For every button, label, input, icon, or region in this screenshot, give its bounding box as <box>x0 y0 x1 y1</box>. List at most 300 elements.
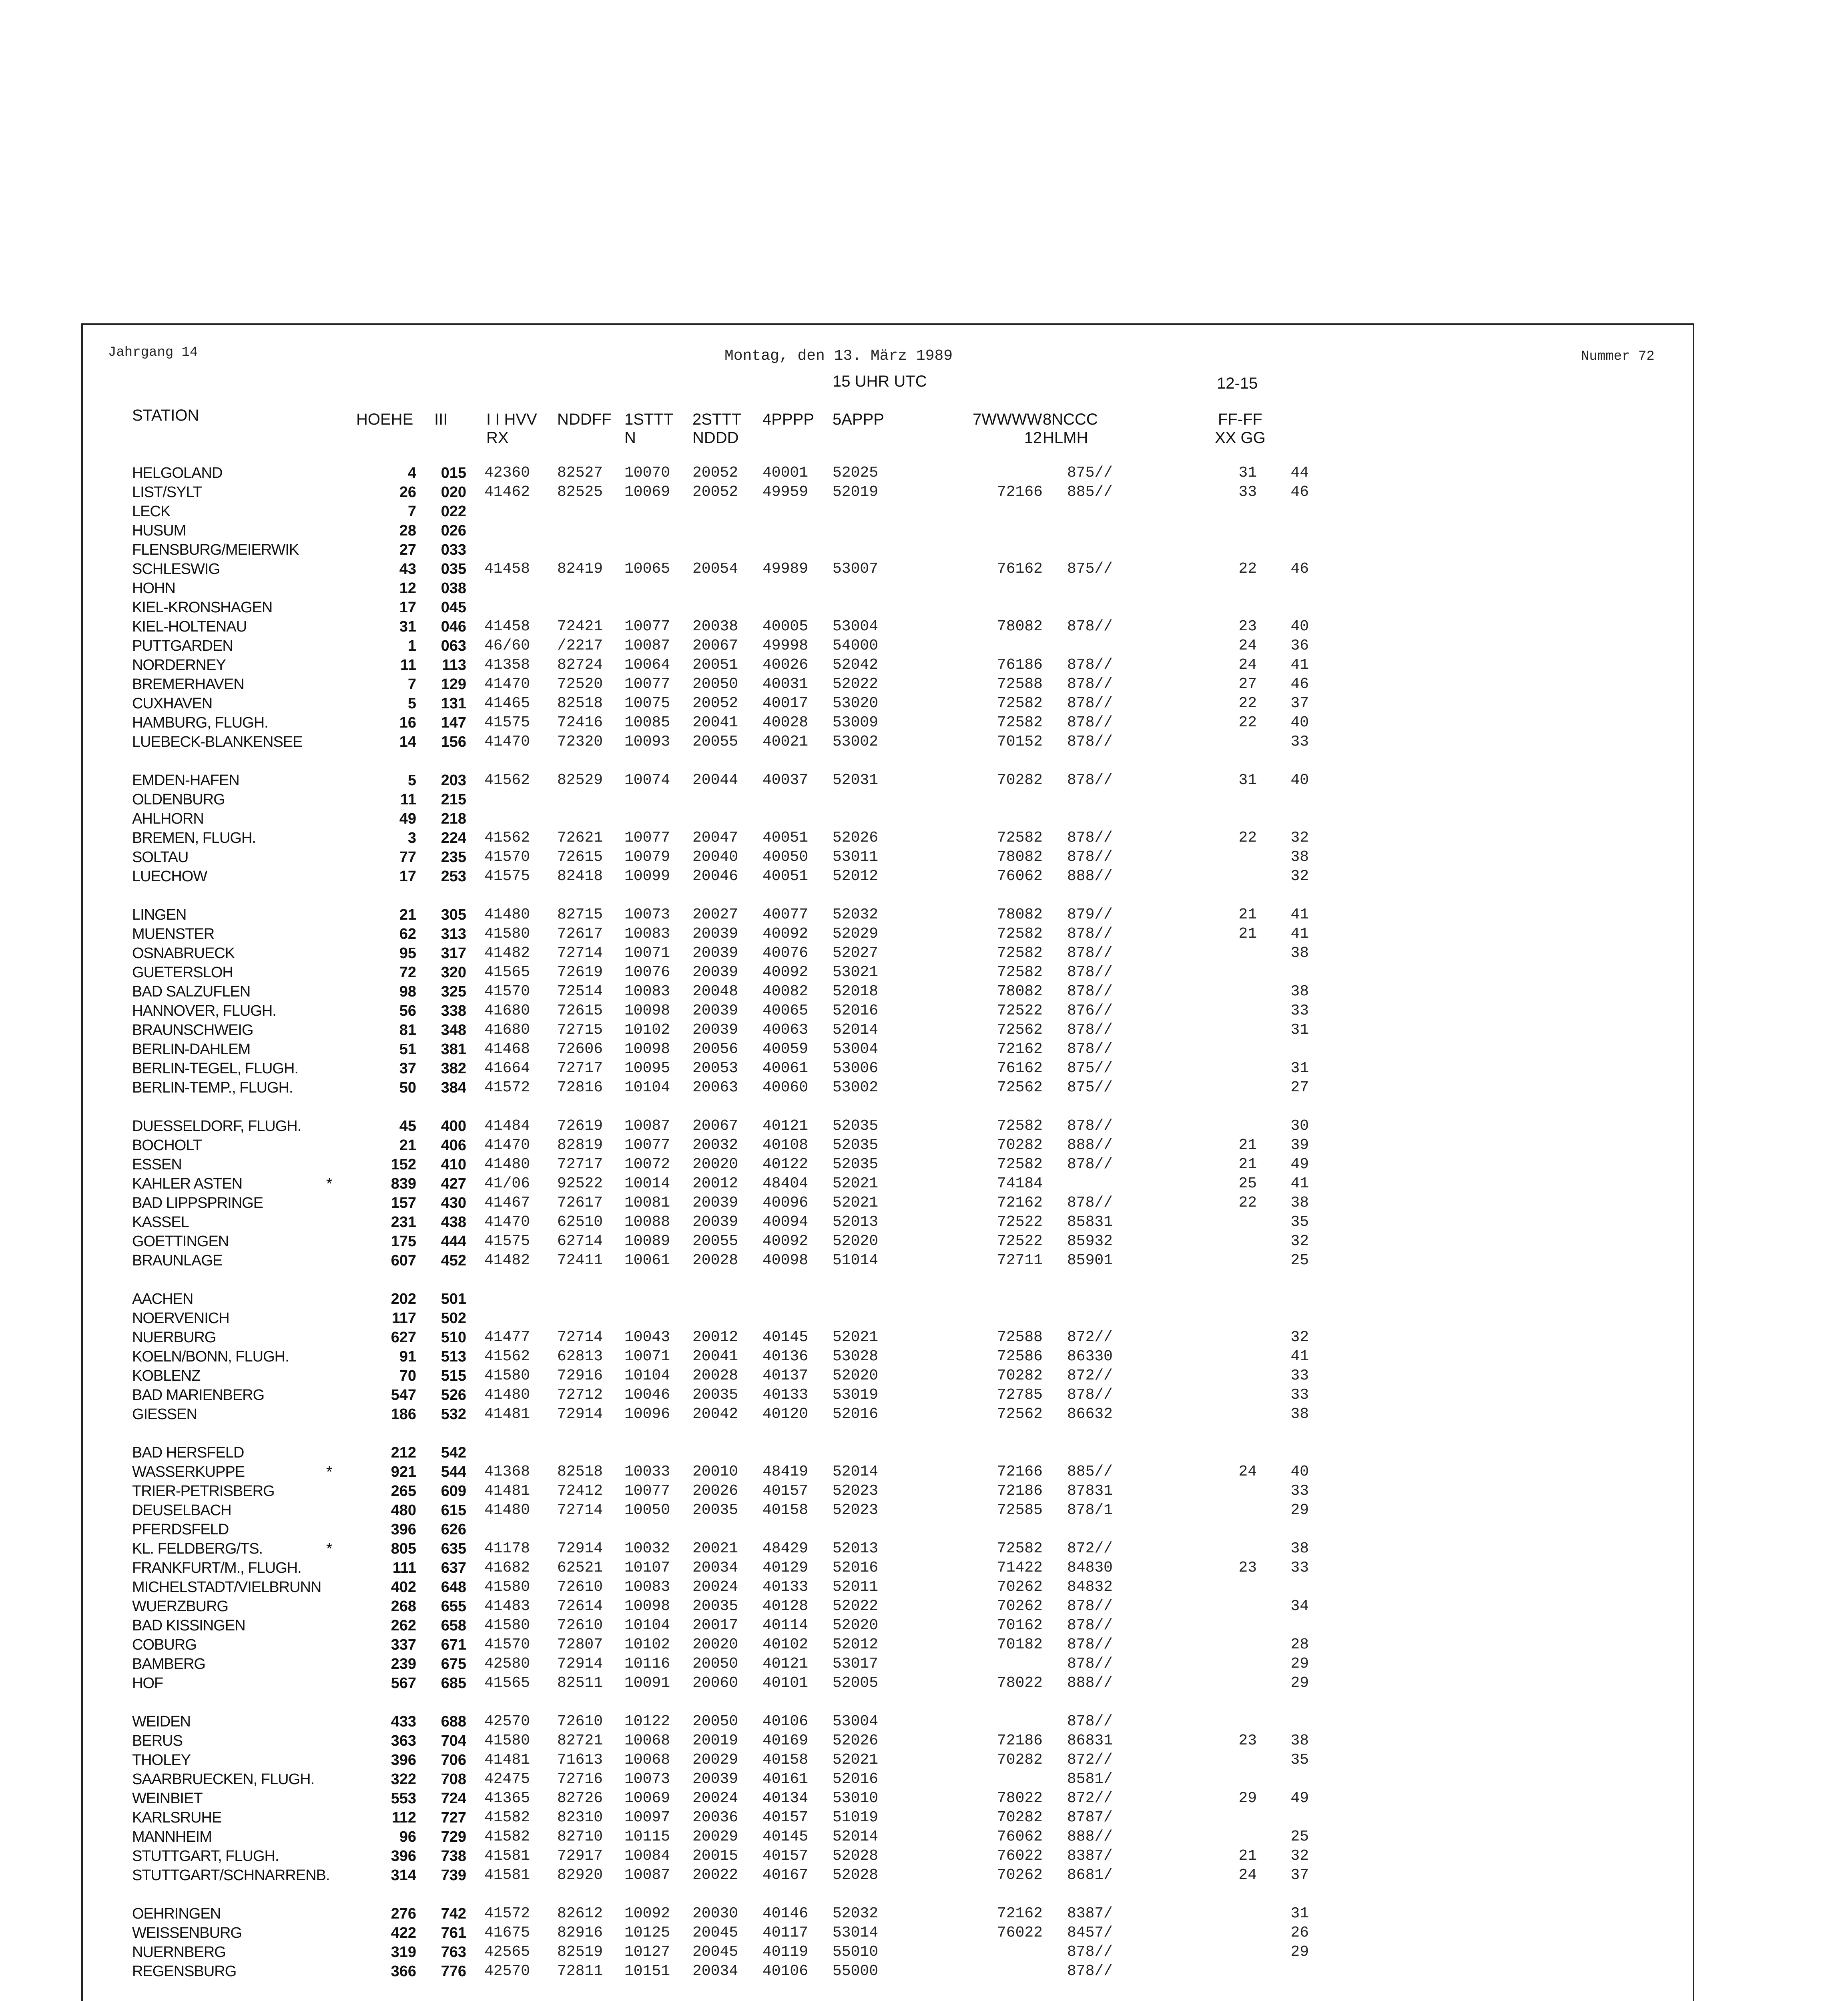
wind-b: 38 <box>1290 848 1309 866</box>
table-row <box>0 1578 1848 1597</box>
table-row <box>0 1309 1848 1328</box>
group-4: 20021 <box>692 1540 738 1557</box>
wind-b: 44 <box>1290 464 1309 481</box>
station-height: 319 <box>391 1944 416 1961</box>
station-id: 384 <box>441 1079 466 1096</box>
wind-b: 32 <box>1290 1847 1309 1865</box>
station-name: MICHELSTADT/VIELBRUNN <box>132 1579 321 1596</box>
group-5: 40145 <box>762 1329 809 1346</box>
wind-b: 26 <box>1290 1924 1309 1941</box>
station-name: DUESSELDORF, FLUGH. <box>132 1118 301 1135</box>
table-row <box>0 963 1848 982</box>
wind-b: 33 <box>1290 1386 1309 1404</box>
station-height: 402 <box>391 1579 416 1596</box>
group-2: 72520 <box>557 676 603 693</box>
group-1: 41458 <box>484 618 530 635</box>
group-6: 52014 <box>833 1463 879 1480</box>
station-id: 635 <box>441 1540 466 1557</box>
group-2: 72716 <box>557 1770 603 1788</box>
table-row <box>0 1040 1848 1059</box>
group-6: 52020 <box>833 1233 879 1250</box>
group-2: 82612 <box>557 1905 603 1922</box>
col-c7: 7WWWW 12 <box>973 411 1042 447</box>
table-row <box>0 1789 1848 1808</box>
station-name: BERLIN-TEGEL, FLUGH. <box>132 1060 298 1077</box>
group-8: 872// <box>1067 1329 1113 1346</box>
station-name: BRAUNLAGE <box>132 1252 223 1269</box>
station-id: 513 <box>441 1348 466 1365</box>
group-4: 20040 <box>692 848 738 866</box>
group-5: 40005 <box>762 618 809 635</box>
group-5: 49989 <box>762 560 809 577</box>
group-3: 10122 <box>624 1713 670 1730</box>
station-name: STUTTGART/SCHNARRENB. <box>132 1867 330 1884</box>
table-row <box>0 828 1848 848</box>
group-1: 41/06 <box>484 1175 530 1192</box>
table-row <box>0 982 1848 1001</box>
station-name: OSNABRUECK <box>132 945 235 962</box>
station-height: 31 <box>399 618 416 635</box>
group-1: 41565 <box>484 1674 530 1692</box>
group-5: 40026 <box>762 656 809 674</box>
station-height: 607 <box>391 1252 416 1269</box>
group-6: 53019 <box>833 1386 879 1404</box>
station-id: 253 <box>441 868 466 885</box>
group-8: 872// <box>1067 1751 1113 1768</box>
group-1: 41565 <box>484 964 530 981</box>
group-7: 76162 <box>997 1060 1043 1077</box>
group-1: 41582 <box>484 1828 530 1845</box>
group-5: 48419 <box>762 1463 809 1480</box>
station-id: 626 <box>441 1521 466 1538</box>
group-3: 10089 <box>624 1233 670 1250</box>
wind-b: 37 <box>1290 1867 1309 1884</box>
group-7: 72166 <box>997 483 1043 501</box>
station-height: 16 <box>399 714 416 731</box>
group-8: 878// <box>1067 618 1113 635</box>
station-height: 231 <box>391 1214 416 1231</box>
group-1: 42565 <box>484 1943 530 1961</box>
group-5: 40065 <box>762 1002 809 1019</box>
group-5: 40094 <box>762 1213 809 1231</box>
wind-b: 29 <box>1290 1655 1309 1672</box>
table-row <box>0 1193 1848 1213</box>
wind-a: 25 <box>1238 1175 1257 1192</box>
station-height: 212 <box>391 1444 416 1461</box>
group-5: 40122 <box>762 1156 809 1173</box>
station-id: 382 <box>441 1060 466 1077</box>
group-4: 20039 <box>692 1194 738 1211</box>
group-5: 40063 <box>762 1021 809 1039</box>
station-height: 265 <box>391 1483 416 1500</box>
group-2: 82920 <box>557 1867 603 1884</box>
group-6: 52021 <box>833 1751 879 1768</box>
wind-a: 24 <box>1238 656 1257 674</box>
station-height: 117 <box>391 1310 416 1327</box>
station-name: HUSUM <box>132 522 186 539</box>
group-1: 41580 <box>484 1732 530 1749</box>
group-2: 82715 <box>557 906 603 923</box>
group-8: 885// <box>1067 1463 1113 1480</box>
group-6: 52027 <box>833 944 879 962</box>
table-row <box>0 1539 1848 1558</box>
group-1: 41680 <box>484 1002 530 1019</box>
group-1: 41572 <box>484 1905 530 1922</box>
wind-a: 23 <box>1238 618 1257 635</box>
group-5: 40133 <box>762 1578 809 1596</box>
group-4: 20054 <box>692 560 738 577</box>
group-7: 72585 <box>997 1502 1043 1519</box>
group-8: 87831 <box>1067 1482 1113 1500</box>
wind-a: 21 <box>1238 1847 1257 1865</box>
group-3: 10095 <box>624 1060 670 1077</box>
station-id: 045 <box>441 599 466 616</box>
station-id: 320 <box>441 964 466 981</box>
group-5: 40059 <box>762 1041 809 1058</box>
station-height: 72 <box>399 964 416 981</box>
station-name: AHLHORN <box>132 810 204 827</box>
group-3: 10115 <box>624 1828 670 1845</box>
group-6: 54000 <box>833 637 879 654</box>
group-7: 78022 <box>997 1790 1043 1807</box>
group-6: 52035 <box>833 1137 879 1154</box>
table-row <box>0 1078 1848 1097</box>
table-row <box>0 617 1848 636</box>
table-row <box>0 848 1848 867</box>
wind-b: 36 <box>1290 637 1309 654</box>
table-row <box>0 1347 1848 1366</box>
group-6: 52025 <box>833 464 879 481</box>
group-6: 52018 <box>833 983 879 1000</box>
group-2: 71613 <box>557 1751 603 1768</box>
group-3: 10033 <box>624 1463 670 1480</box>
station-name: ESSEN <box>132 1156 182 1173</box>
group-6: 52014 <box>833 1828 879 1845</box>
group-6: 53004 <box>833 618 879 635</box>
group-5: 49998 <box>762 637 809 654</box>
group-1: 41580 <box>484 1367 530 1384</box>
group-5: 40146 <box>762 1905 809 1922</box>
group-4: 20045 <box>692 1943 738 1961</box>
group-2: 72807 <box>557 1636 603 1653</box>
group-2: 72610 <box>557 1578 603 1596</box>
station-height: 1 <box>407 638 416 654</box>
group-4: 20067 <box>692 637 738 654</box>
group-3: 10079 <box>624 848 670 866</box>
station-height: 5 <box>407 772 416 789</box>
group-1: 41562 <box>484 829 530 846</box>
station-name: HELGOLAND <box>132 465 223 481</box>
group-5: 40134 <box>762 1790 809 1807</box>
group-1: 41467 <box>484 1194 530 1211</box>
station-id: 129 <box>441 676 466 693</box>
station-name: KASSEL <box>132 1214 189 1231</box>
group-7: 72522 <box>997 1233 1043 1250</box>
group-5: 40136 <box>762 1348 809 1365</box>
group-2: 72320 <box>557 733 603 750</box>
group-2: 62714 <box>557 1233 603 1250</box>
group-8: 878// <box>1067 829 1113 846</box>
station-name: GOETTINGEN <box>132 1233 229 1250</box>
group-4: 20029 <box>692 1828 738 1845</box>
station-id: 544 <box>441 1464 466 1480</box>
wind-a: 21 <box>1238 1137 1257 1154</box>
station-name: HAMBURG, FLUGH. <box>132 714 268 731</box>
group-3: 10087 <box>624 637 670 654</box>
group-6: 52035 <box>833 1156 879 1173</box>
wind-a: 22 <box>1238 1194 1257 1211</box>
station-id: 015 <box>441 465 466 481</box>
group-3: 10091 <box>624 1674 670 1692</box>
group-7: 70262 <box>997 1578 1043 1596</box>
wind-a: 29 <box>1238 1790 1257 1807</box>
group-5: 40106 <box>762 1713 809 1730</box>
group-4: 20032 <box>692 1137 738 1154</box>
table-row <box>0 1654 1848 1674</box>
group-4: 20020 <box>692 1636 738 1653</box>
group-5: 40157 <box>762 1809 809 1826</box>
group-3: 10073 <box>624 906 670 923</box>
group-7: 76186 <box>997 656 1043 674</box>
group-7: 70282 <box>997 1809 1043 1826</box>
group-3: 10071 <box>624 1348 670 1365</box>
station-id: 348 <box>441 1022 466 1039</box>
station-height: 152 <box>391 1156 416 1173</box>
station-height: 422 <box>391 1925 416 1941</box>
group-4: 20035 <box>692 1386 738 1404</box>
group-1: 41470 <box>484 1137 530 1154</box>
group-4: 20017 <box>692 1617 738 1634</box>
group-6: 52032 <box>833 1905 879 1922</box>
group-3: 10125 <box>624 1924 670 1941</box>
group-4: 20020 <box>692 1156 738 1173</box>
group-4: 20022 <box>692 1867 738 1884</box>
station-id: 020 <box>441 484 466 501</box>
station-id: 510 <box>441 1329 466 1346</box>
group-4: 20010 <box>692 1463 738 1480</box>
group-7: 70152 <box>997 733 1043 750</box>
station-id: 215 <box>441 791 466 808</box>
station-id: 156 <box>441 734 466 750</box>
station-height: 396 <box>391 1521 416 1538</box>
group-2: 72714 <box>557 1502 603 1519</box>
station-id: 325 <box>441 983 466 1000</box>
group-4: 20024 <box>692 1578 738 1596</box>
group-2: 62510 <box>557 1213 603 1231</box>
station-name: SCHLESWIG <box>132 561 220 577</box>
group-3: 10070 <box>624 464 670 481</box>
group-1: 41580 <box>484 925 530 942</box>
station-id: 727 <box>441 1809 466 1826</box>
group-1: 41470 <box>484 676 530 693</box>
group-5: 40128 <box>762 1598 809 1615</box>
group-1: 41570 <box>484 983 530 1000</box>
group-6: 52013 <box>833 1213 879 1231</box>
station-name: KAHLER ASTEN <box>132 1175 243 1192</box>
col-c6: 5APPP <box>833 411 884 428</box>
wind-b: 38 <box>1290 1406 1309 1423</box>
group-4: 20039 <box>692 1021 738 1039</box>
station-name: BERUS <box>132 1732 183 1749</box>
station-id: 738 <box>441 1848 466 1865</box>
group-2: 72617 <box>557 925 603 942</box>
station-id: 427 <box>441 1175 466 1192</box>
group-1: 41582 <box>484 1809 530 1826</box>
group-2: 72606 <box>557 1041 603 1058</box>
station-height: 26 <box>399 484 416 501</box>
wind-a: 21 <box>1238 1156 1257 1173</box>
group-8: 888// <box>1067 1828 1113 1845</box>
group-3: 10104 <box>624 1079 670 1096</box>
group-6: 52020 <box>833 1617 879 1634</box>
station-name: BAMBERG <box>132 1656 206 1672</box>
group-8: 872// <box>1067 1540 1113 1557</box>
group-8: 878// <box>1067 656 1113 674</box>
group-2: 62521 <box>557 1559 603 1576</box>
group-7: 72582 <box>997 695 1043 712</box>
group-8: 84830 <box>1067 1559 1113 1576</box>
station-id: 637 <box>441 1560 466 1576</box>
group-8: 872// <box>1067 1790 1113 1807</box>
station-name: CUXHAVEN <box>132 695 213 712</box>
group-6: 52021 <box>833 1329 879 1346</box>
group-8: 878// <box>1067 1655 1113 1672</box>
group-7: 72186 <box>997 1482 1043 1500</box>
group-7: 72562 <box>997 1079 1043 1096</box>
group-7: 72711 <box>997 1252 1043 1269</box>
station-name: AACHEN <box>132 1291 193 1307</box>
wind-a: 33 <box>1238 483 1257 501</box>
station-height: 366 <box>391 1963 416 1980</box>
group-6: 52023 <box>833 1482 879 1500</box>
station-id: 776 <box>441 1963 466 1980</box>
group-3: 10077 <box>624 1482 670 1500</box>
station-height: 553 <box>391 1790 416 1807</box>
group-7: 71422 <box>997 1559 1043 1576</box>
wind-b: 32 <box>1290 1329 1309 1346</box>
group-2: 82525 <box>557 483 603 501</box>
table-row <box>0 1213 1848 1232</box>
station-id: 444 <box>441 1233 466 1250</box>
wind-b: 38 <box>1290 1194 1309 1211</box>
table-row <box>0 1328 1848 1347</box>
station-id: 515 <box>441 1367 466 1384</box>
group-5: 48429 <box>762 1540 809 1557</box>
station-name: NORDERNEY <box>132 657 226 674</box>
station-name: FRANKFURT/M., FLUGH. <box>132 1560 301 1576</box>
group-1: 41465 <box>484 695 530 712</box>
wind-b: 33 <box>1290 1367 1309 1384</box>
group-5: 40158 <box>762 1751 809 1768</box>
group-1: 41468 <box>484 1041 530 1058</box>
time-label: 15 UHR UTC <box>833 373 927 390</box>
group-4: 20026 <box>692 1482 738 1500</box>
group-5: 40145 <box>762 1828 809 1845</box>
group-6: 52013 <box>833 1540 879 1557</box>
table-row <box>0 636 1848 656</box>
station-id: 022 <box>441 503 466 520</box>
wind-b: 33 <box>1290 1002 1309 1019</box>
group-8: 878// <box>1067 733 1113 750</box>
group-1: 41581 <box>484 1867 530 1884</box>
wind-a: 22 <box>1238 714 1257 731</box>
group-3: 10098 <box>624 1598 670 1615</box>
group-2: 82916 <box>557 1924 603 1941</box>
group-6: 52028 <box>833 1867 879 1884</box>
station-id: 708 <box>441 1771 466 1788</box>
wind-a: 21 <box>1238 925 1257 942</box>
station-name: PUTTGARDEN <box>132 638 233 654</box>
station-id: 648 <box>441 1579 466 1596</box>
station-id: 675 <box>441 1656 466 1672</box>
station-height: 111 <box>392 1560 416 1576</box>
group-7: 76062 <box>997 1828 1043 1845</box>
group-2: 72715 <box>557 1021 603 1039</box>
group-2: 82726 <box>557 1790 603 1807</box>
table-row <box>0 1174 1848 1193</box>
wind-b: 41 <box>1290 925 1309 942</box>
mountain-mark: * <box>326 1463 333 1481</box>
group-6: 51014 <box>833 1252 879 1269</box>
group-4: 20067 <box>692 1117 738 1135</box>
col-station: STATION <box>132 407 199 424</box>
group-5: 40121 <box>762 1117 809 1135</box>
table-row <box>0 1616 1848 1635</box>
table-row <box>0 1635 1848 1654</box>
station-name: KOBLENZ <box>132 1367 201 1384</box>
table-row <box>0 1943 1848 1962</box>
table-row <box>0 1251 1848 1270</box>
group-2: 72617 <box>557 1194 603 1211</box>
group-4: 20024 <box>692 1790 738 1807</box>
wind-a: 24 <box>1238 1463 1257 1480</box>
group-7: 70182 <box>997 1636 1043 1653</box>
group-8: 8387/ <box>1067 1905 1113 1922</box>
group-2: 72619 <box>557 1117 603 1135</box>
group-2: 72514 <box>557 983 603 1000</box>
station-id: 063 <box>441 638 466 654</box>
group-2: 82419 <box>557 560 603 577</box>
station-height: 268 <box>391 1598 416 1615</box>
table-row <box>0 1021 1848 1040</box>
station-name: BOCHOLT <box>132 1137 202 1154</box>
station-height: 27 <box>399 541 416 558</box>
group-7: 72586 <box>997 1348 1043 1365</box>
group-7: 72562 <box>997 1406 1043 1423</box>
group-1: 41484 <box>484 1117 530 1135</box>
station-name: REGENSBURG <box>132 1963 237 1980</box>
table-row <box>0 1750 1848 1770</box>
group-4: 20047 <box>692 829 738 846</box>
group-4: 20052 <box>692 483 738 501</box>
group-1: 41575 <box>484 714 530 731</box>
wind-a: 31 <box>1238 464 1257 481</box>
station-height: 157 <box>391 1195 416 1211</box>
group-8: 878// <box>1067 983 1113 1000</box>
group-1: 42475 <box>484 1770 530 1788</box>
group-4: 20051 <box>692 656 738 674</box>
station-name: WASSERKUPPE <box>132 1464 245 1480</box>
group-3: 10151 <box>624 1963 670 1980</box>
table-row <box>0 1366 1848 1385</box>
station-height: 276 <box>391 1905 416 1922</box>
station-id: 430 <box>441 1195 466 1211</box>
group-1: 41572 <box>484 1079 530 1096</box>
group-6: 52026 <box>833 1732 879 1749</box>
group-7: 78082 <box>997 906 1043 923</box>
group-6: 53007 <box>833 560 879 577</box>
group-1: 42580 <box>484 1655 530 1672</box>
